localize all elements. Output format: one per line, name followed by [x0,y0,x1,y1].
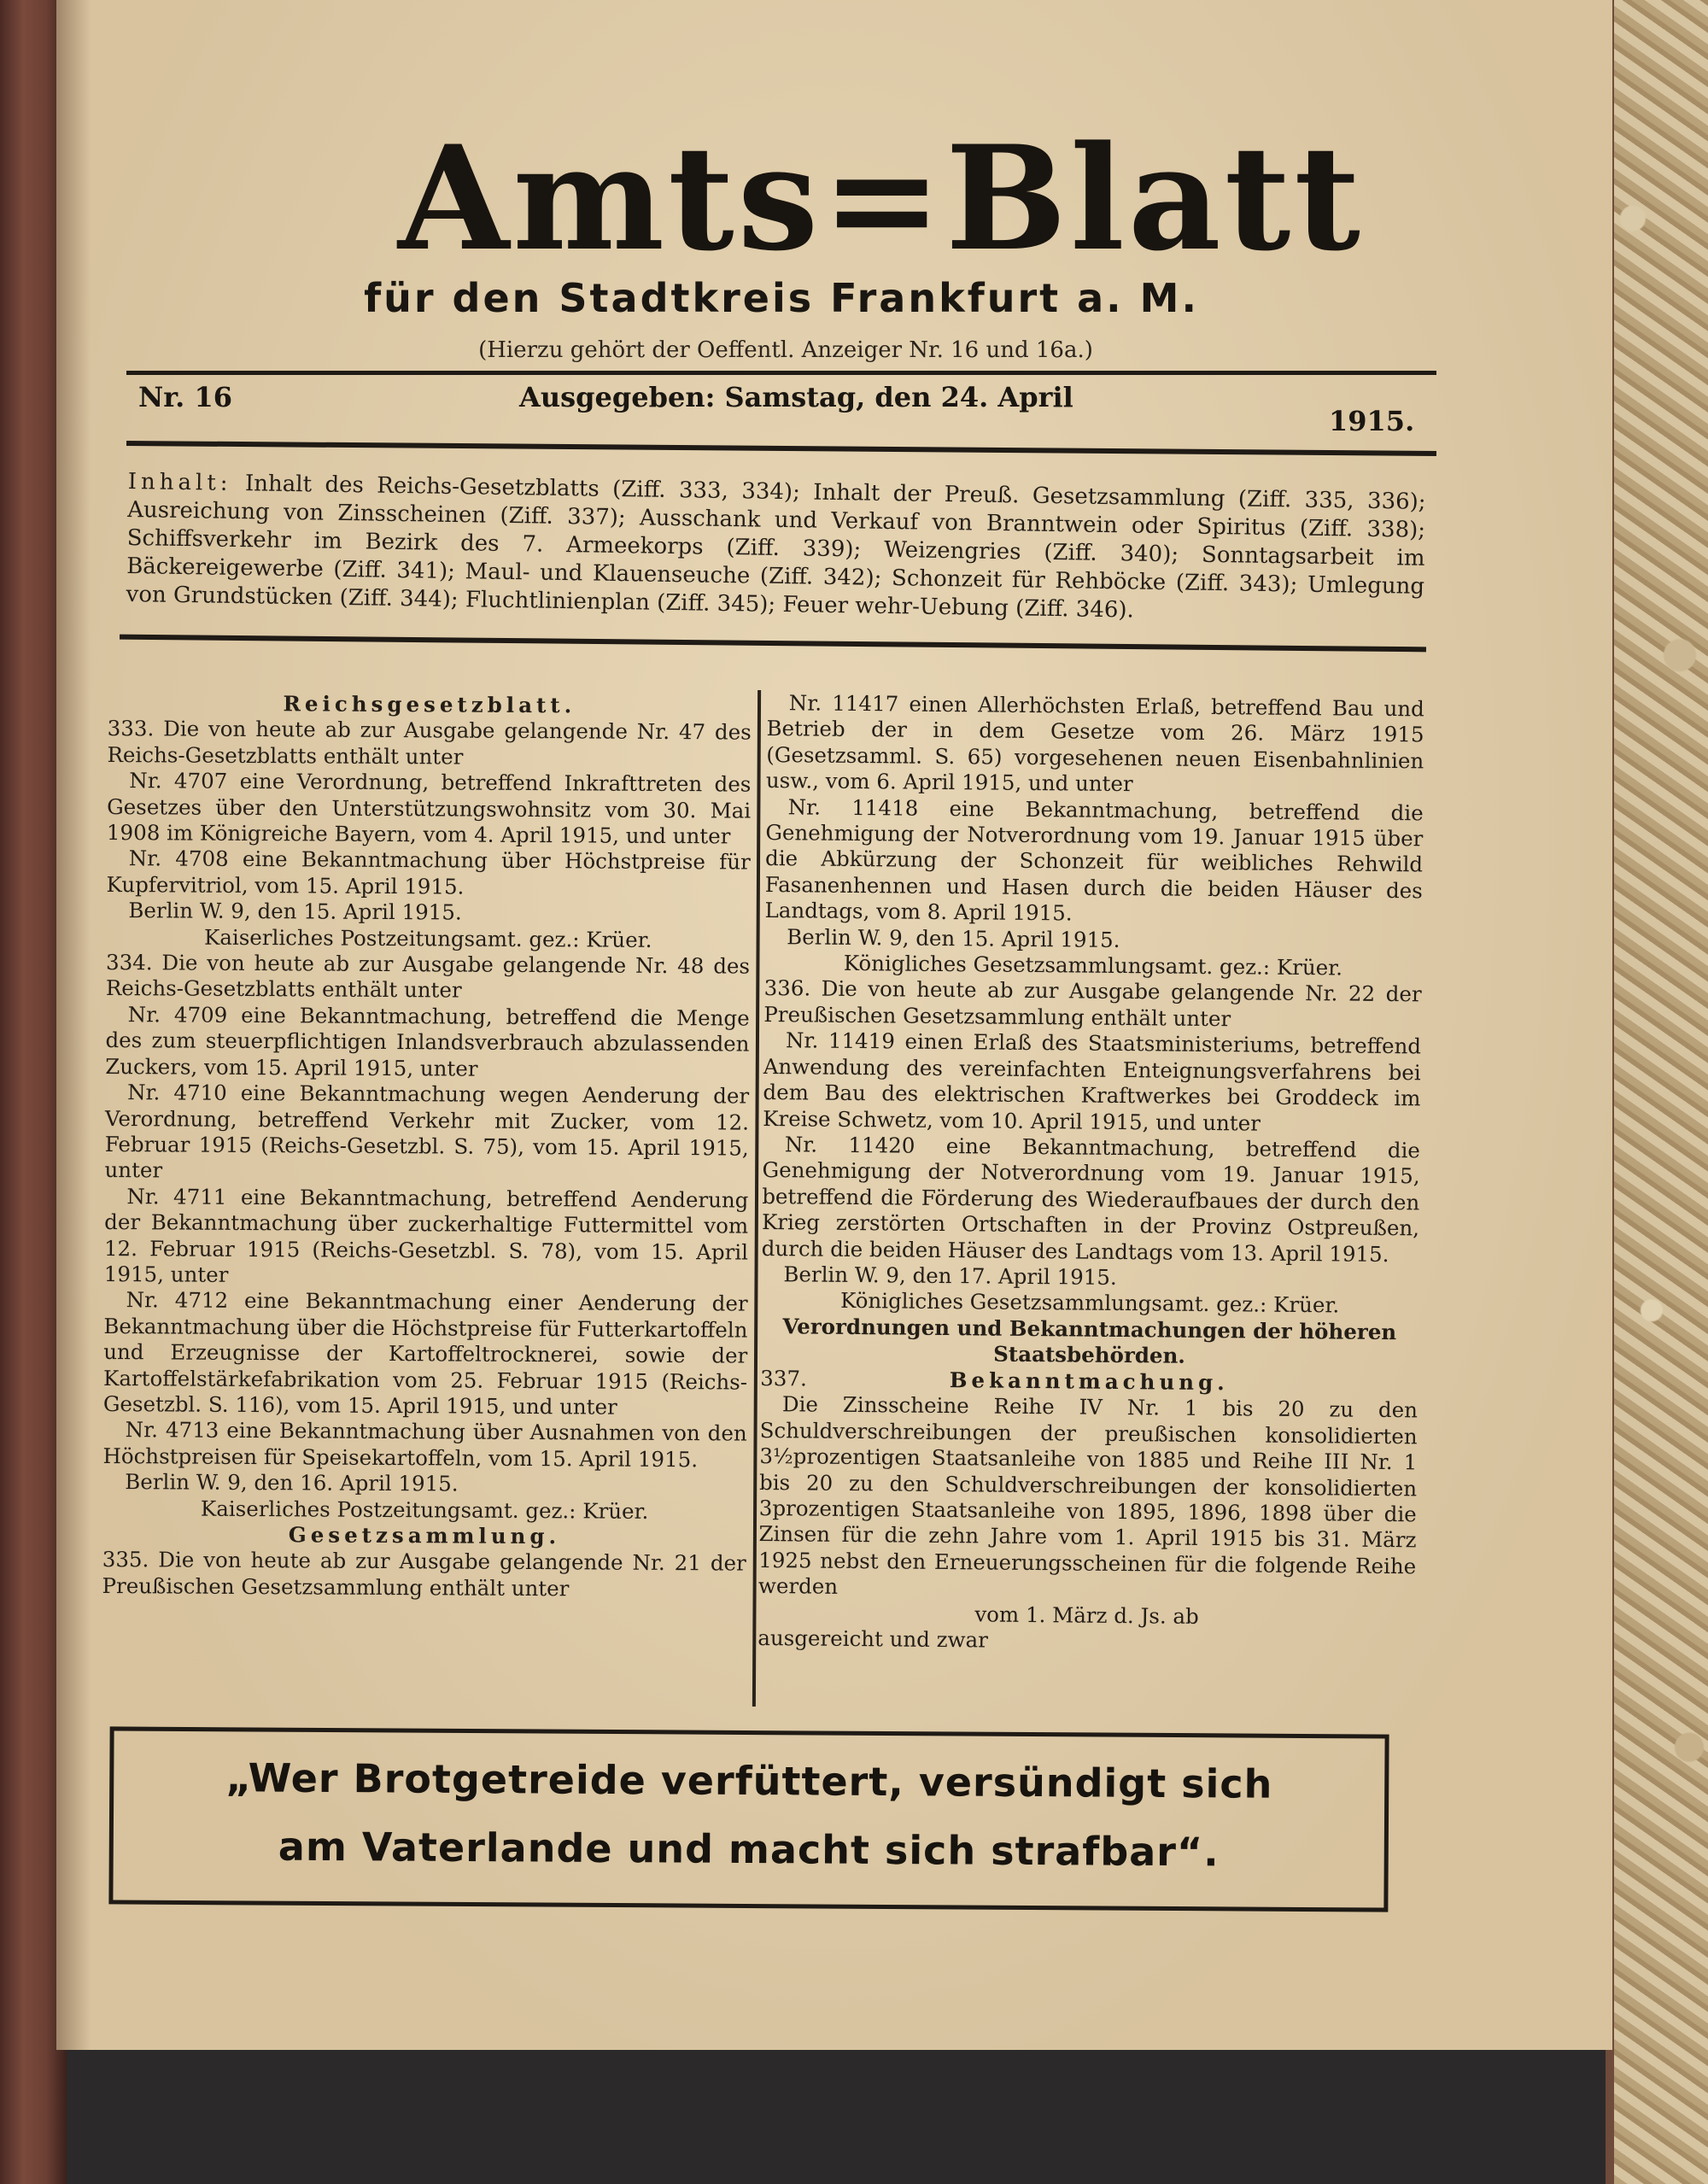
contents-label: Inhalt: [127,468,232,496]
gutter-shadow [56,0,91,2050]
item-4712: Nr. 4712 eine Bekanntmachung einer Aenderung der Bekanntmachung über die Höchstpreise für Futterkartoffeln und Erzeugnisse der Kartoffeltrocknerei, sowie der Kartoffelstärkefabrikation vom 25. Februar 1915 (Reichs-Gesetzbl. S. 116), vom 15. April 1915, und unter [102,1287,748,1420]
item-11418: Nr. 11418 eine Bekanntmachung, betreffend die Genehmigung der Notverordnung vom 19. Januar 1915 über die Abkürzung der Schonzeit für weibliches Rehwild Fasanenhennen und Hasen durch die beiden Häuser des Landtags, vom 8. April 1915. [764,793,1424,926]
table-of-contents [126,468,1425,629]
signature-3: Königliches Gesetzsammlungsamt. gez.: Krüer. [843,950,1343,981]
place-date-3: Berlin W. 9, den 15. April 1915. [787,923,1120,952]
item-11420: Nr. 11420 eine Bekanntmachung, betreffend die Genehmigung der Notverordnung vom 19. Januar 1915, betreffend die Förderung des Wiederaufbaues der durch den Krieg zerstörten Ortschaften in der Provinz Ostpreußen, durch die beiden Häuser des Landtags vom 13. April 1915. [761,1132,1421,1267]
signature-1: Kaiserliches Postzeitungsamt. gez.: Krüer. [203,924,652,952]
item-337-end: ausgereicht und zwar [757,1625,989,1653]
motto-box [108,1726,1389,1912]
item-333: 333. Die von heute ab zur Ausgabe gelangende Nr. 47 des Reichs-Gesetzblatts enthält unter [107,716,752,770]
left-column [102,690,751,1603]
masthead-title: Amts=Blatt [398,114,1364,283]
item-4711: Nr. 4711 eine Bekanntmachung, betreffend Aenderung der Bekanntmachung über zuckerhaltige Futtermittel vom 12. Februar 1915 (Reichs-Gesetzbl. S. 78), vom 15. April 1915, unter [103,1183,749,1287]
supplement-note: (Hierzu gehört der Oeffentl. Anzeiger Nr. 16 und 16a.) [478,337,1093,363]
heading-bekanntmachung: Bekanntmachung. [949,1367,1229,1396]
place-date-1: Berlin W. 9, den 15. April 1915. [128,898,462,925]
motto-line-1: „Wer Brotgetreide verfüttert, versündigt sich [225,1754,1273,1807]
item-11419: Nr. 11419 einen Erlaß des Staatsministeriums, betreffend Anwendung des vereinfachten Enteignungsverfahrens bei dem Bau des elektrischen Kraftwerkes bei Groddeck im Kreise Schwetz, vom 10. April 1915, und unter [763,1028,1422,1136]
item-4708: Nr. 4708 eine Bekanntmachung über Höchstpreise für Kupfervitriol, vom 15. April 1915. [106,846,751,899]
signature-4: Königliches Gesetzsammlungsamt. gez.: Krüer. [839,1288,1340,1318]
item-336: 336. Die von heute ab zur Ausgabe gelangende Nr. 22 der Preußischen Gesetzsammlung enthält unter [763,975,1422,1032]
heading-reichsgesetzblatt: Reichsgesetzblatt. [283,691,576,718]
place-date-4: Berlin W. 9, den 17. April 1915. [783,1262,1117,1290]
issue-year: 1915. [1329,405,1415,437]
table-surface [0,2033,1708,2184]
item-337-date: vom 1. März d. Js. ab [974,1601,1199,1629]
item-335: 335. Die von heute ab zur Ausgabe gelangende Nr. 21 der Preußischen Gesetzsammlung enthält unter [102,1547,746,1601]
issue-number: Nr. 16 [138,381,232,413]
item-4713: Nr. 4713 eine Bekanntmachung über Ausnahmen von den Höchstpreisen für Speisekartoffeln, vom 15. April 1915. [102,1417,747,1473]
right-column [757,690,1424,1658]
heading-verordnungen: Verordnungen und Bekanntmachungen der höheren Staatsbehörden. [782,1313,1397,1368]
masthead-subtitle: für den Stadtkreis Frankfurt a. M. [364,275,1199,321]
item-4710: Nr. 4710 eine Bekanntmachung wegen Aenderung der Verordnung, betreffend Verkehr mit Zucker, vom 12. Februar 1915 (Reichs-Gesetzbl. S. 75), vom 15. April 1915, unter [104,1080,750,1183]
item-11417: Nr. 11417 einen Allerhöchsten Erlaß, betreffend Bau und Betrieb der in dem Gesetze vom 26. März 1915 (Gesetzsamml. S. 65) vorgesehenen neuen Eisenbahnlinien usw., vom 6. April 1915, und unter [765,690,1424,797]
item-4707: Nr. 4707 eine Verordnung, betreffend Inkrafttreten des Gesetzes über den Unterstützungswohnsitz vom 30. Mai 1908 im Königreiche Bayern, vom 4. April 1915, und unter [106,768,752,849]
item-337: Die Zinsscheine Reihe IV Nr. 1 bis 20 zu den Schuldverschreibungen der preußischen konsolidierten 3½prozentigen Staatsanleihe von 1885 und Reihe III Nr. 1 bis 20 zu den Schuldverschreibungen der konsolidierten 3prozentigen Staatsanleihe von 1895, 1896, 1898 über die Zinsen für die zehn Jahre vom 1. April 1915 bis 31. März 1925 nebst den Erneuerungsscheinen für die folgende Reihe werden [757,1391,1418,1600]
marbled-cover [1614,0,1708,2184]
item-337-num: 337. [760,1365,807,1391]
place-date-2: Berlin W. 9, den 16. April 1915. [125,1469,459,1496]
header-rule-top [126,371,1436,375]
item-4709: Nr. 4709 eine Bekanntmachung, betreffend die Menge des zum steuerpflichtigen Inlandsverbrauch abzulassenden Zuckers, vom 15. April 1915, unter [105,1002,750,1081]
heading-gesetzsammlung: Gesetzsammlung. [288,1522,561,1549]
motto-line-2: am Vaterlande und macht sich strafbar“. [278,1823,1220,1876]
item-334: 334. Die von heute ab zur Ausgabe gelangende Nr. 48 des Reichs-Gesetzblatts enthält unter [105,950,751,1004]
contents-text: Inhalt des Reichs-Gesetzblatts (Ziff. 333, 334); Inhalt der Preuß. Gesetzsammlung (Ziff. 335, 336); Ausreichung von Zinsscheinen (Ziff. 337); Ausschank und Verkauf von Branntwein oder Spiritus (Ziff. 338); Schiffsverkehr im Bezirk des 7. Armeekorps (Ziff. 339); Weizengries (Ziff. 340); Sonntagsarbeit im Bäckereigewerbe (Ziff. 341); Maul- und Klauenseuche (Ziff. 342); Schonzeit für Rehböcke (Ziff. 343); Umlegung von Grundstücken (Ziff. 344); Fluchtlinienplan (Ziff. 345); Feuer wehr-Uebung (Ziff. 346). [126,471,1426,624]
signature-2: Kaiserliches Postzeitungsamt. gez.: Krüer. [200,1496,649,1524]
issue-date: Ausgegeben: Samstag, den 24. April [519,381,1073,413]
